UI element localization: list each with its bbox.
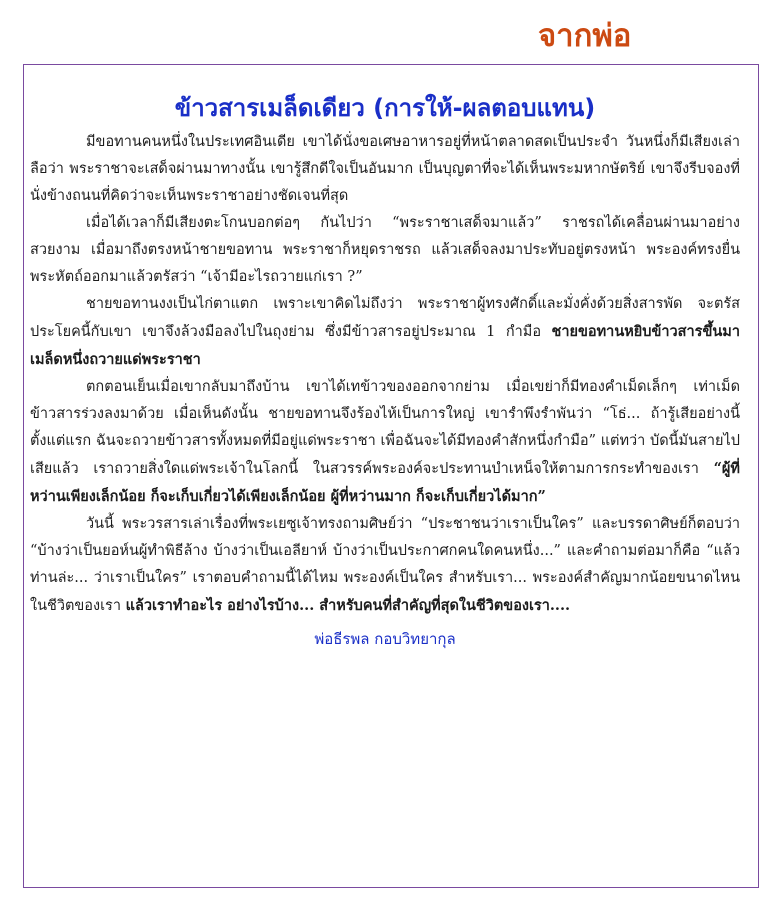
- paragraph-5-emphasis: แล้วเราทำอะไร อย่างไรบ้าง... สำหรับคนที่สำคัญที่สุดในชีวิตของเรา....: [125, 597, 571, 614]
- paragraph-3-text: ชายขอทานงงเป็นไก่ตาแตก เพราะเขาคิดไม่ถึงว่า พระราชาผู้ทรงศักดิ์และมั่งคั่งด้วยสิ่งสารพัด จะตรัสประโยคนี้กับเขา เขาจึงล้วงมือลงไปในถุงย่าม ซึ่งมีข้าวสารอยู่ประมาณ 1 กำมือ: [30, 296, 740, 340]
- paragraph-5: [30, 511, 740, 620]
- paragraph-3: [30, 291, 740, 374]
- paragraph-1-text: มีขอทานคนหนึ่งในประเทศอินเดีย เขาได้นั่งขอเศษอาหารอยู่ที่หน้าตลาดสดเป็นประจำ วันหนึ่งก็มีเสียงเล่าลือว่า พระราชาจะเสด็จผ่านมาทางนั้น เขารู้สึกดีใจเป็นอันมาก เป็นบุญตาที่จะได้เห็นพระมหากษัตริย์ เขาจึงรีบจองที่นั่งข้างถนนที่คิดว่าจะเห็นพระราชาอย่างชัดเจนที่สุด: [30, 134, 740, 204]
- paragraph-5-text: วันนี้ พระวรสารเล่าเรื่องที่พระเยซูเจ้าทรงถามศิษย์ว่า “ประชาชนว่าเราเป็นใคร” และบรรดาศิษย์ก็ตอบว่า “บ้างว่าเป็นยอห์นผู้ทำพิธีล้าง บ้างว่าเป็นเอลียาห์ บ้างว่าเป็นประกาศกคนใดคนหนึ่ง...” และคำถามต่อมาก็คือ “แล้วท่านล่ะ... ว่าเราเป็นใคร” เราตอบคำถามนี้ได้ไหม พระองค์เป็นใคร สำหรับเรา... พระองค์สำคัญมากน้อยขนาดไหนในชีวิตของเรา: [30, 516, 740, 614]
- paragraph-4-emphasis: “ผู้ที่หว่านเพียงเล็กน้อย ก็จะเก็บเกี่ยวได้เพียงเล็กน้อย ผู้ที่หว่านมาก ก็จะเก็บเกี่ยวได้มาก”: [30, 460, 740, 505]
- article-body: [30, 93, 740, 653]
- paragraph-2: [30, 210, 740, 291]
- section-header-title: จากพ่อ: [538, 18, 632, 54]
- article-frame: [23, 64, 759, 888]
- paragraph-2-text: เมื่อได้เวลาก็มีเสียงตะโกนบอกต่อๆ กันไปว่า “พระราชาเสด็จมาแล้ว” ราชรถได้เคลื่อนผ่านมาอย่างสวยงาม เมื่อมาถึงตรงหน้าชายขอทาน พระราชาก็หยุดราชรถ แล้วเสด็จลงมาประทับอยู่ตรงหน้า พระองค์ทรงยื่นพระหัตถ์ออกมาแล้วตรัสว่า “เจ้ามีอะไรถวายแก่เรา ?”: [30, 215, 740, 285]
- article-title: ข้าวสารเมล็ดเดียว (การให้-ผลตอบแทน): [174, 94, 596, 122]
- paragraph-1: [30, 129, 740, 210]
- paragraph-4: [30, 374, 740, 511]
- author-byline: พ่อธีรพล กอบวิทยากุล: [314, 630, 456, 648]
- paragraph-4-text: ตกตอนเย็นเมื่อเขากลับมาถึงบ้าน เขาได้เทข้าวของออกจากย่าม เมื่อเขย่าก็มีทองคำเม็ดเล็กๆ เท่าเม็ดข้าวสารร่วงลงมาด้วย เมื่อเห็นดังนั้น ชายขอทานจึงร้องไห้เป็นการใหญ่ เขารำพึงรำพันว่า “โธ่... ถ้ารู้เสียอย่างนี้ตั้งแต่แรก ฉันจะถวายข้าวสารทั้งหมดที่มีอยู่แด่พระราชา เพื่อฉันจะได้มีทองคำสักหนึ่งกำมือ” แต่ทว่า บัดนี้มันสายไปเสียแล้ว เราถวายสิ่งใดแด่พระเจ้าในโลกนี้ ในสวรรค์พระองค์จะประทานบำเหน็จให้ตามการกระทำของเรา: [30, 379, 740, 477]
- paragraph-3-emphasis: ชายขอทานหยิบข้าวสารขึ้นมาเมล็ดหนึ่งถวายแด่พระราชา: [30, 323, 740, 368]
